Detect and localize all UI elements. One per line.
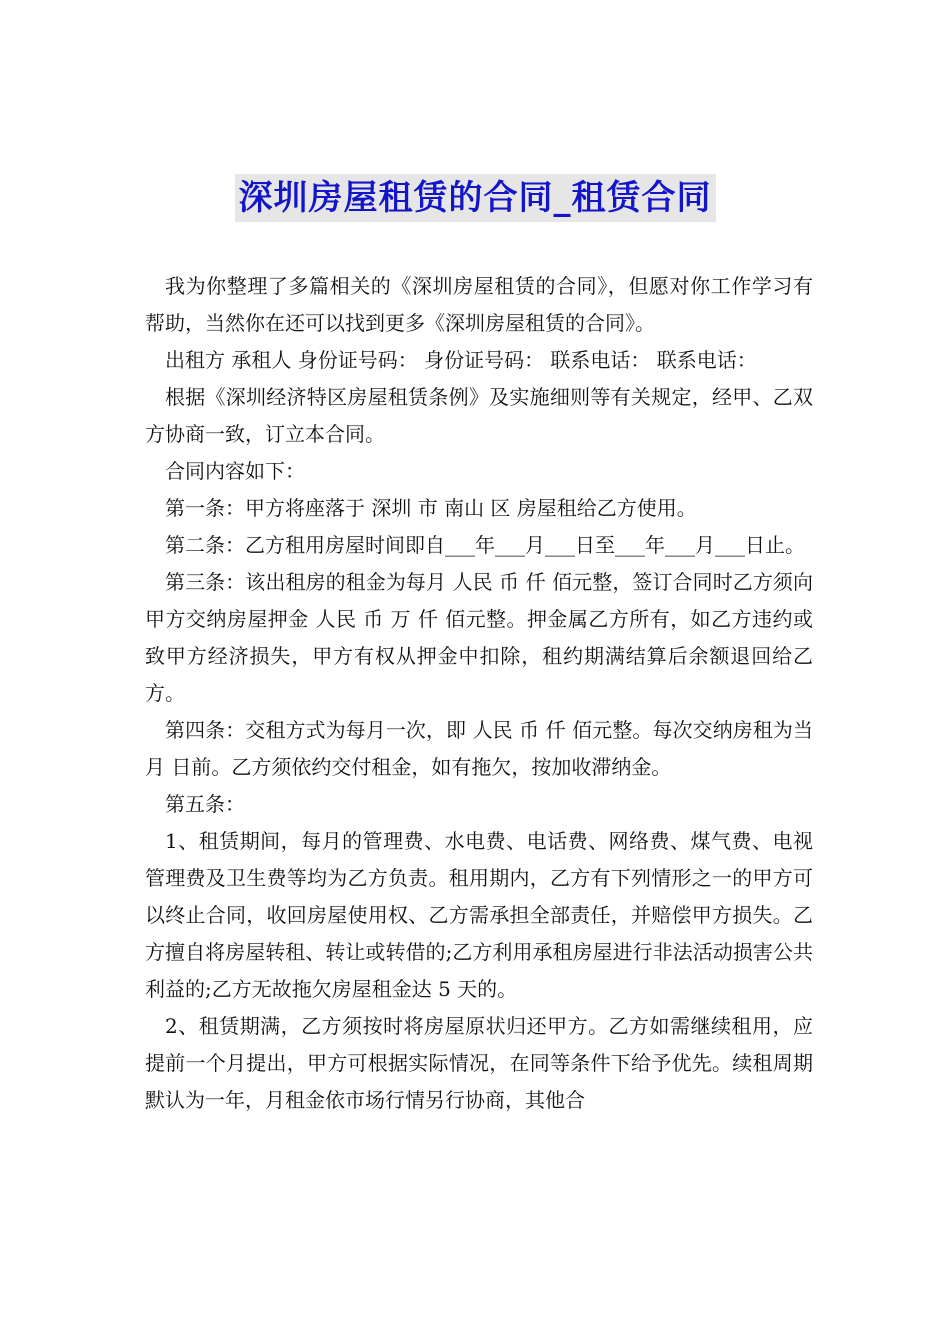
paragraph-article-2: 第二条：乙方租用房屋时间即自___年___月___日至___年___月___日止。: [165, 533, 805, 557]
paragraph-intro: 我为你整理了多篇相关的《深圳房屋租赁的合同》，但愿对你工作学习有帮助，当然你在还可以找到更多《深圳房屋租赁的合同》。: [145, 274, 813, 335]
paragraph-article-4: 第四条：交租方式为每月一次，即 人民 币 仟 佰元整。每次交纳房租为当月 日前。乙方须依约交付租金，如有拖欠，按加收滞纳金。: [145, 718, 813, 779]
title-container: [0, 174, 950, 222]
paragraph-article-5-item-2: 2、租赁期满，乙方须按时将房屋原状归还甲方。乙方如需继续租用，应提前一个月提出，甲方可根据实际情况，在同等条件下给予优先。续租周期默认为一年，月租金依市场行情另行协商，其他合: [145, 1014, 813, 1112]
paragraph-basis: 根据《深圳经济特区房屋租赁条例》及实施细则等有关规定，经甲、乙双方协商一致，订立本合同。: [145, 385, 813, 446]
document-body: [145, 268, 813, 1119]
paragraph-article-3: 第三条：该出租房的租金为每月 人民 币 仟 佰元整，签订合同时乙方须向甲方交纳房屋押金 人民 币 万 仟 佰元整。押金属乙方所有，如乙方违约或致甲方经济损失，甲方有权从押金中扣除，租约期满结算后余额退回给乙方。: [145, 570, 813, 705]
paragraph-article-5-heading: 第五条：: [165, 792, 245, 816]
paragraph-parties: 出租方 承租人 身份证号码： 身份证号码： 联系电话： 联系电话：: [165, 348, 757, 372]
document-title: 深圳房屋租赁的合同_租赁合同: [235, 174, 716, 222]
paragraph-article-1: 第一条：甲方将座落于 深圳 市 南山 区 房屋租给乙方使用。: [165, 496, 697, 520]
paragraph-contents-heading: 合同内容如下：: [165, 459, 305, 483]
paragraph-article-5-item-1: 1、租赁期间，每月的管理费、水电费、电话费、网络费、煤气费、电视管理费及卫生费等均为乙方负责。租用期内，乙方有下列情形之一的甲方可以终止合同，收回房屋使用权、乙方需承担全部责任，并赔偿甲方损失。乙方擅自将房屋转租、转让或转借的;乙方利用承租房屋进行非法活动损害公共利益的;乙方无故拖欠房屋租金达 5 天的。: [145, 829, 813, 1001]
